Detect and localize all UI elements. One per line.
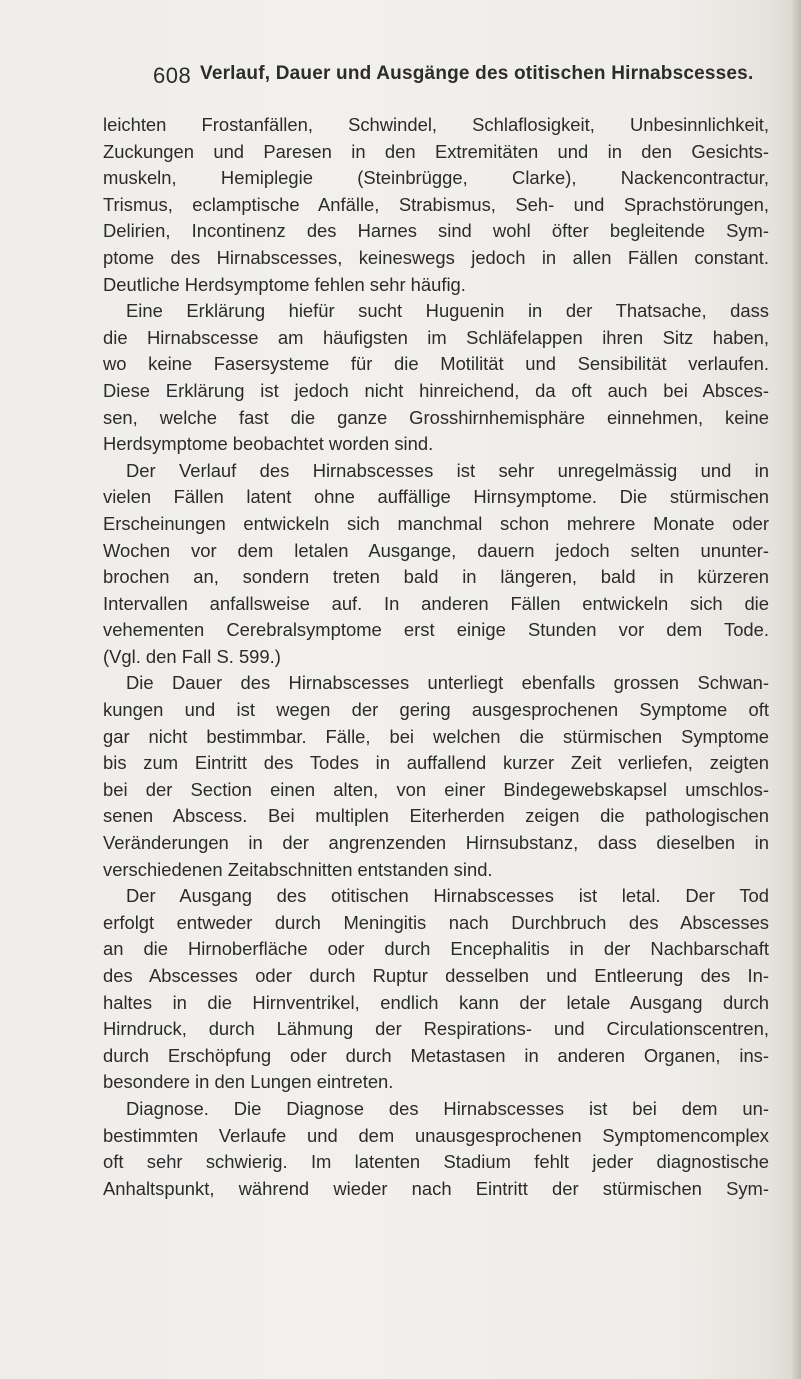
- running-title: Verlauf, Dauer und Ausgänge des otitischen Hirnabscesses.: [200, 63, 754, 84]
- text-line: Hirndruck, durch Lähmung der Respirations- und Circulationscentren,: [103, 1018, 769, 1040]
- text-line: (Vgl. den Fall S. 599.): [103, 645, 281, 667]
- text-line: oft sehr schwierig. Im latenten Stadium fehlt jeder diagnostische: [103, 1151, 769, 1173]
- text-line: Diese Erklärung ist jedoch nicht hinreichend, da oft auch bei Absces-: [103, 379, 769, 401]
- text-line: senen Abscess. Bei multiplen Eiterherden zeigen die pathologischen: [103, 805, 769, 827]
- text-line: Intervallen anfallsweise auf. In anderen Fällen entwickeln sich die: [103, 592, 769, 614]
- text-line: Delirien, Incontinenz des Harnes sind wohl öfter begleitende Sym-: [103, 220, 769, 242]
- text-line: Der Ausgang des otitischen Hirnabscesses ist letal. Der Tod: [126, 885, 769, 907]
- text-line: gar nicht bestimmbar. Fälle, bei welchen die stürmischen Symptome: [103, 725, 769, 747]
- text-line: bis zum Eintritt des Todes in auffallend kurzer Zeit verliefen, zeigten: [103, 752, 769, 774]
- text-line: Veränderungen in der angrenzenden Hirnsubstanz, dass dieselben in: [103, 832, 769, 854]
- text-line: Wochen vor dem letalen Ausgange, dauern jedoch selten ununter-: [103, 539, 769, 561]
- text-line: bestimmten Verlaufe und dem unausgesprochenen Symptomencomplex: [103, 1124, 769, 1146]
- text-line: durch Erschöpfung oder durch Metastasen in anderen Organen, ins-: [103, 1044, 769, 1066]
- text-line: des Abscesses oder durch Ruptur desselben und Entleerung des In-: [103, 965, 769, 986]
- text-line: Zuckungen und Paresen in den Extremitäten und in den Gesichts-: [103, 140, 769, 162]
- text-line: Der Verlauf des Hirnabscesses ist sehr unregelmässig und in: [126, 459, 769, 481]
- text-line: wo keine Fasersysteme für die Motilität und Sensibilität verlaufen.: [103, 353, 769, 375]
- text-line: Anhaltspunkt, während wieder nach Eintritt der stürmischen Sym-: [103, 1177, 769, 1199]
- text-line: Herdsymptome beobachtet worden sind.: [103, 433, 434, 455]
- text-line: haltes in die Hirnventrikel, endlich kann der letale Ausgang durch: [103, 991, 769, 1013]
- text-line: erfolgt entweder durch Meningitis nach Durchbruch des Abscesses: [103, 911, 769, 933]
- text-line: vielen Fällen latent ohne auffällige Hirnsymptome. Die stürmischen: [103, 486, 769, 508]
- text-line: die Hirnabscesse am häufigsten im Schläfelappen ihren Sitz haben,: [103, 326, 769, 348]
- page-edge-shadow: [791, 0, 801, 1379]
- text-line: sen, welche fast die ganze Grosshirnhemisphäre einnehmen, keine: [103, 406, 769, 428]
- text-line: Eine Erklärung hiefür sucht Huguenin in der Thatsache, dass: [126, 300, 769, 322]
- page-number: 608: [153, 63, 192, 88]
- text-line: ptome des Hirnabscesses, keineswegs jedoch in allen Fällen constant.: [103, 246, 769, 268]
- text-line: leichten Frostanfällen, Schwindel, Schlaflosigkeit, Unbesinnlichkeit,: [103, 114, 769, 135]
- body-text: [103, 112, 769, 1202]
- text-line: an die Hirnoberfläche oder durch Encephalitis in der Nachbarschaft: [103, 938, 769, 960]
- text-line: brochen an, sondern treten bald in längeren, bald in kürzeren: [103, 566, 769, 588]
- text-line: bei der Section einen alten, von einer Bindegewebskapsel umschlos-: [103, 778, 769, 800]
- text-line: Deutliche Herdsymptome fehlen sehr häufig.: [103, 273, 466, 295]
- text-line: vehementen Cerebralsymptome erst einige Stunden vor dem Tode.: [103, 619, 769, 641]
- text-line: besondere in den Lungen eintreten.: [103, 1071, 394, 1093]
- text-line: Erscheinungen entwickeln sich manchmal schon mehrere Monate oder: [103, 512, 769, 534]
- text-line: Die Dauer des Hirnabscesses unterliegt ebenfalls grossen Schwan-: [126, 672, 769, 694]
- text-line: muskeln, Hemiplegie (Steinbrügge, Clarke), Nackencontractur,: [103, 167, 769, 189]
- text-line: Trismus, eclamptische Anfälle, Strabismus, Seh- und Sprachstörungen,: [103, 193, 769, 215]
- text-line: Diagnose. Die Diagnose des Hirnabscesses ist bei dem un-: [126, 1097, 769, 1119]
- text-line: verschiedenen Zeitabschnitten entstanden sind.: [103, 858, 493, 880]
- text-line: kungen und ist wegen der gering ausgesprochenen Symptome oft: [103, 699, 769, 721]
